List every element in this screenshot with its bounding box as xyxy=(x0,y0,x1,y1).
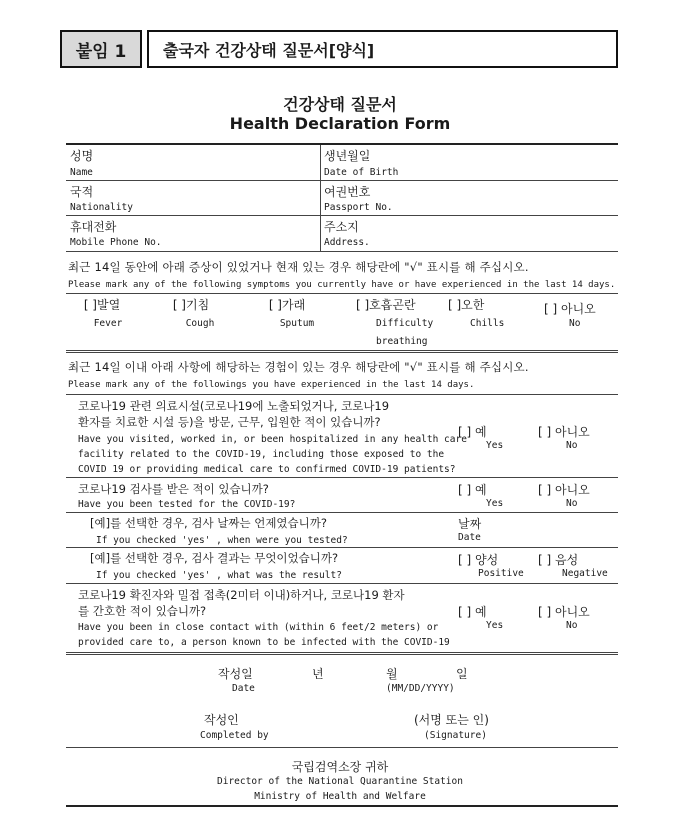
address-label-ko: 주소지 xyxy=(324,220,359,234)
q1-text-ko-2: 환자를 치료한 시설 등)을 방문, 근무, 입원한 적이 있습니까? xyxy=(78,415,381,429)
symptom-none-checkbox[interactable]: [ ] 아니오 xyxy=(544,302,596,316)
q3-yes-checkbox[interactable]: [ ] 예 xyxy=(458,605,487,619)
address-label-en: Address. xyxy=(324,237,370,248)
q3-no-checkbox[interactable]: [ ] 아니오 xyxy=(538,605,590,619)
row-divider xyxy=(66,394,618,395)
date-format: (MM/DD/YYYY) xyxy=(386,683,455,694)
symptom-none-label: No xyxy=(569,318,581,329)
q2-text-ko: 코로나19 검사를 받은 적이 있습니까? xyxy=(78,482,269,496)
q2b-positive-checkbox[interactable]: [ ] 양성 xyxy=(458,553,499,567)
symptoms-instruction-en: Please mark any of the following symptoms you currently have or have experienced in the last 14 days. xyxy=(68,280,616,290)
director-en: Director of the National Quarantine Station xyxy=(217,776,463,787)
row-divider xyxy=(66,293,618,294)
q2b-negative-checkbox[interactable]: [ ] 음성 xyxy=(538,553,579,567)
writer-label-en: Completed by xyxy=(200,730,269,741)
q3-text-en-2: provided care to, a person known to be infected with the COVID-19 xyxy=(78,637,450,648)
q2b-text-en: If you checked 'yes' , what was the result? xyxy=(96,570,342,581)
q1-text-en-2: facility related to the COVID-19, including those exposed to the xyxy=(78,449,445,460)
section-divider xyxy=(66,652,618,655)
q2-yes-checkbox[interactable]: [ ] 예 xyxy=(458,483,487,497)
section-divider xyxy=(66,350,618,353)
nationality-label-ko: 국적 xyxy=(70,185,94,199)
header-title: 출국자 건강상태 질문서[양식] xyxy=(147,30,618,68)
experience-instruction-en: Please mark any of the followings you have experienced in the last 14 days. xyxy=(68,380,475,390)
dob-label-en: Date of Birth xyxy=(324,167,399,178)
signature-field[interactable]: (서명 또는 인) xyxy=(414,713,489,727)
row-divider xyxy=(66,512,618,513)
symptom-chills-label: Chills xyxy=(470,318,505,329)
date-month[interactable]: 월 xyxy=(386,667,398,681)
date-label-ko: 작성일 xyxy=(218,667,253,681)
q1-no-label: No xyxy=(566,440,578,451)
annex-label: 붙임 1 xyxy=(60,30,142,68)
q2-no-label: No xyxy=(566,498,578,509)
q1-no-checkbox[interactable]: [ ] 아니오 xyxy=(538,425,590,439)
date-year[interactable]: 년 xyxy=(312,667,324,681)
row-divider xyxy=(66,251,618,252)
name-label-en: Name xyxy=(70,167,93,178)
row-divider xyxy=(66,180,618,181)
q2a-date-label-ko: 날짜 xyxy=(458,517,482,531)
experience-instruction-ko: 최근 14일 이내 아래 사항에 해당하는 경험이 있는 경우 해당란에 "√" 표시를 해 주십시오. xyxy=(68,360,529,374)
symptom-chills-checkbox[interactable]: [ ]오한 xyxy=(448,298,485,312)
q1-yes-label: Yes xyxy=(486,440,504,451)
symptom-cough-label: Cough xyxy=(185,318,215,329)
symptom-fever-label: Fever xyxy=(93,318,123,329)
q1-text-en-3: COVID 19 or providing medical care to confirmed COVID-19 patients? xyxy=(78,464,456,475)
q3-text-en-1: Have you been in close contact with (within 6 feet/2 meters) or xyxy=(78,622,439,633)
passport-label-ko: 여권번호 xyxy=(324,185,371,199)
date-day[interactable]: 일 xyxy=(456,667,468,681)
q2a-date-field[interactable]: Date xyxy=(458,532,481,543)
q3-yes-label: Yes xyxy=(486,620,504,631)
symptom-sputum-checkbox[interactable]: [ ]가래 xyxy=(268,298,306,312)
q3-text-ko-1: 코로나19 확진자와 밀접 접촉(2미터 이내)하거나, 코로나19 환자 xyxy=(78,588,405,602)
row-divider xyxy=(66,215,618,216)
q3-text-ko-2: 를 간호한 적이 있습니까? xyxy=(78,604,207,618)
q2b-negative-label: Negative xyxy=(562,568,608,579)
q1-text-en-1: Have you visited, worked in, or been hospitalized in any health care xyxy=(78,434,467,445)
section-divider xyxy=(66,747,618,748)
symptom-cough-checkbox[interactable]: [ ]기침 xyxy=(172,298,210,312)
date-label-en: Date xyxy=(232,683,255,694)
symptom-breathing-checkbox[interactable]: [ ]호흡곤란 xyxy=(356,298,416,312)
info-divider xyxy=(320,145,321,251)
symptoms-instruction-ko: 최근 14일 동안에 아래 증상이 있었거나 현재 있는 경우 해당란에 "√" 표시를 해 주십시오. xyxy=(68,260,529,274)
symptom-breathing-label-2: breathing xyxy=(376,336,428,347)
nationality-label-en: Nationality xyxy=(70,202,133,213)
name-label-ko: 성명 xyxy=(70,149,94,163)
table-bottom-border xyxy=(66,805,618,807)
symptom-sputum-label: Sputum xyxy=(279,318,315,329)
q3-no-label: No xyxy=(566,620,578,631)
row-divider xyxy=(66,583,618,584)
q2a-text-ko: [예]를 선택한 경우, 검사 날짜는 언제였습니까? xyxy=(90,516,327,530)
signature-label-en: (Signature) xyxy=(424,730,487,741)
phone-label-ko: 휴대전화 xyxy=(70,220,117,234)
q1-yes-checkbox[interactable]: [ ] 예 xyxy=(458,425,487,439)
symptom-fever-checkbox[interactable]: [ ]발열 xyxy=(83,298,121,312)
table-top-border xyxy=(66,143,618,145)
passport-label-en: Passport No. xyxy=(324,202,393,213)
q2a-text-en: If you checked 'yes' , when were you tested? xyxy=(96,535,348,546)
q2-text-en: Have you been tested for the COVID-19? xyxy=(78,499,296,510)
q2-no-checkbox[interactable]: [ ] 아니오 xyxy=(538,483,590,497)
q2b-positive-label: Positive xyxy=(478,568,524,579)
form-title-en: Health Declaration Form xyxy=(229,114,451,133)
row-divider xyxy=(66,547,618,548)
symptom-breathing-label: Difficulty xyxy=(376,318,434,329)
q1-text-ko-1: 코로나19 관련 의료시설(코로나19에 노출되었거나, 코로나19 xyxy=(78,399,390,413)
form-title-ko: 건강상태 질문서 xyxy=(283,95,397,114)
q2-yes-label: Yes xyxy=(486,498,504,509)
dob-label-ko: 생년월일 xyxy=(324,149,371,163)
row-divider xyxy=(66,477,618,478)
q2b-text-ko: [예]를 선택한 경우, 검사 결과는 무엇이었습니까? xyxy=(90,551,339,565)
phone-label-en: Mobile Phone No. xyxy=(70,237,162,248)
addressee-ko: 국립검역소장 귀하 xyxy=(291,760,389,774)
writer-label-ko: 작성인 xyxy=(204,713,239,727)
ministry-en: Ministry of Health and Welfare xyxy=(254,791,426,802)
